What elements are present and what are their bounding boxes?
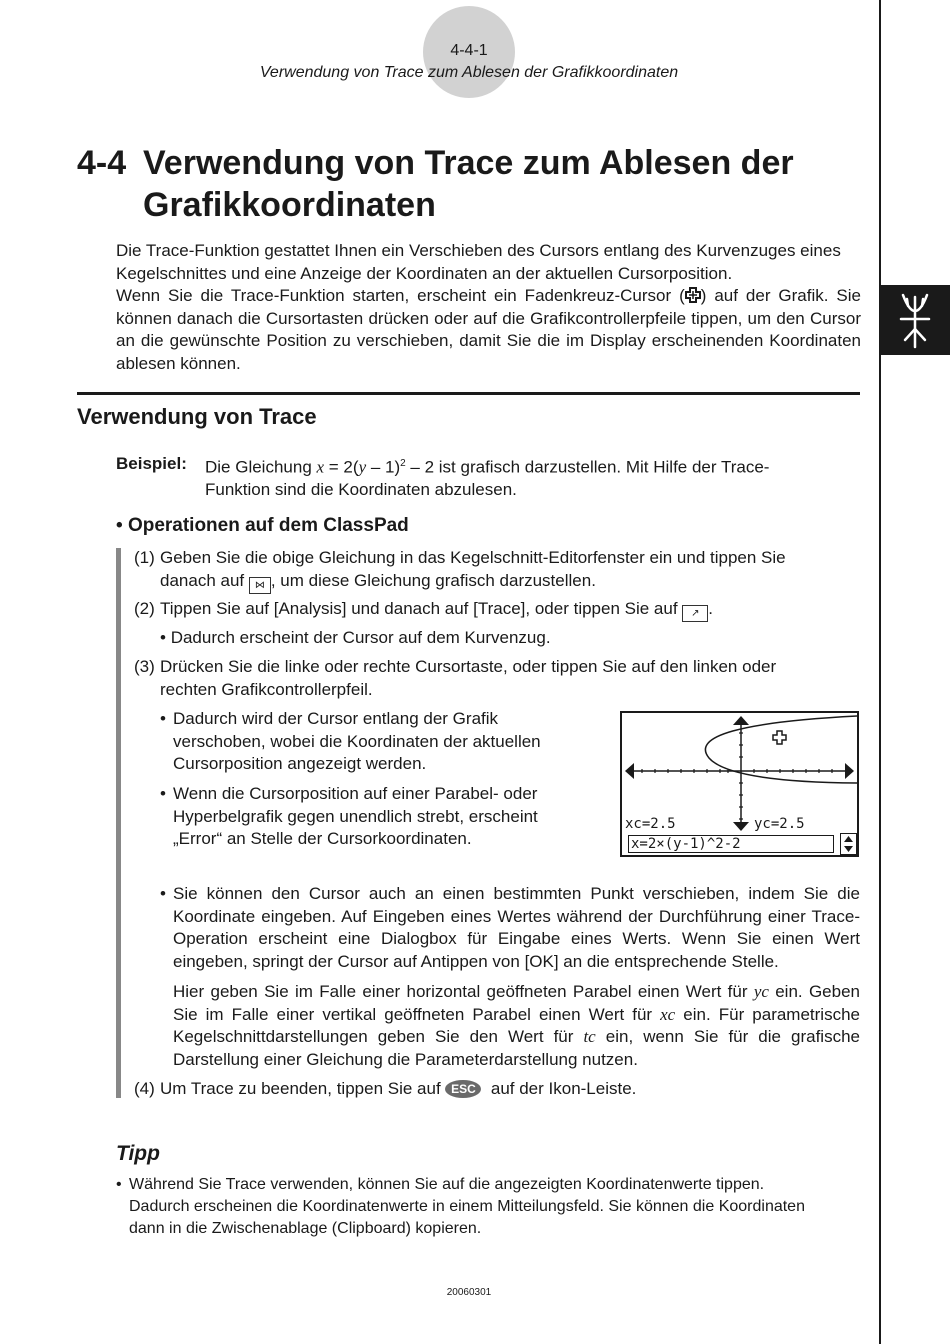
subsection-title: Verwendung von Trace [77,404,317,429]
step-3-paragraph: Hier geben Sie im Falle einer horizontal geöffneten Parabel einen Wert für yc ein. Geben Sie im Falle einer vertikal geöffneten Parabel einen Wert für xc ein. Für parametrische Kegelschnittdarstellungen geben Sie den Wert für tc ein, wenn Sie für die grafische Darstellung einer Gleichung die Parameterdarstellung nutzen. [173,982,860,1069]
footer-code: 20060301 [446,1287,492,1298]
step-3-bullet-3: Sie können den Cursor auch an einen bestimmten Punkt verschieben, indem Sie die Koordinate eingeben. Auf Eingeben eines Wertes während der Durchführung einer Trace-Operation erscheint eine Dialogbox für Eingabe eines Werts. Wenn Sie einen Wert eingeben, springt der Cursor auf Antippen von [OK] an die entsprechende Stelle. [173,884,860,971]
section-title-line1: Verwendung von Trace zum Ablesen der [143,144,794,182]
intro-text [116,240,861,375]
step-3-bullet-3-marker: • [160,884,166,903]
example-text: Die Gleichung x = 2(y – 1)$^2$ – 2 ist grafisch darzustellen. Mit Hilfe der Trace- Funktion sind die Koordinaten abzulesen. [205,457,770,500]
controller-left-arrow [625,763,634,779]
step-1-text: Geben Sie die obige Gleichung in das Kegelschnitt-Editorfenster ein und tippen Sie danach auf ⋈ , um diese Gleichung grafisch darzustellen. [160,547,860,594]
step-3-bullet-1-marker: • [160,709,166,728]
trace-icon: ↗ [682,605,708,622]
step-3-number: (3) [134,657,155,676]
section-title [77,142,794,184]
tip-bullet-marker: • [116,1176,122,1193]
esc-icon: ESC [445,1080,481,1098]
example-label: Beispiel: [116,454,187,473]
operations-title: • Operationen auf dem ClassPad [116,515,409,536]
running-title: Verwendung von Trace zum Ablesen der Grafikkoordinaten [259,64,679,81]
step-3-bullet-2: Wenn die Cursorposition auf einer Parabel- oder Hyperbelgrafik gegen unendlich strebt, erscheint „Error“ an Stelle der Cursorkoordinaten. [173,784,538,848]
section-number: 4-4 [77,144,127,182]
step-3-text: Drücken Sie die linke oder rechte Cursortaste, oder tippen Sie auf den linken oder rechten Grafikcontrollerpfeil. [160,657,777,699]
step-4-text: Um Trace zu beenden, tippen Sie auf ESC auf der Ikon-Leiste. [160,1079,637,1098]
tip-title: Tipp [116,1142,160,1165]
crosshair-cursor-icon [685,287,701,303]
intro-paragraph-1: Die Trace-Funktion gestattet Ihnen ein Verschieben des Cursors entlang des Kurvenzuges eines Kegelschnittes und eine Anzeige der Koordinaten an der aktuellen Cursorposition. [116,241,841,283]
tip-text: Während Sie Trace verwenden, können Sie auf die angezeigten Koordinatenwerte tippen. Dadurch erscheinen die Koordinatenwerte in einem Mitteilungsfeld. Sie können die Koordinaten dann in die Zwischenablage (Clipboard) kopieren. [129,1176,805,1237]
intro-paragraph-2: Wenn Sie die Trace-Funktion starten, erscheint ein Fadenkreuz-Cursor ( ) auf der Grafik. Sie können danach die Cursortasten drücken oder auf die Grafikcontrollerpfeile tippen, um den Cursor an die gewünschte Position zu verschieben, damit Sie die im Display erscheinenden Koordinaten ablesen können. [116,286,861,373]
controller-up-arrow [733,716,749,725]
step-4-number: (4) [134,1079,155,1098]
step-2-number: (2) [134,599,155,618]
step-3-bullet-2-marker: • [160,784,166,803]
draw-graph-icon: ⋈ [249,577,271,594]
step-2-text: Tippen Sie auf [Analysis] und danach auf [Trace], oder tippen Sie auf ↗ . [160,598,860,622]
margin-rule [879,0,881,1344]
step-2-bullet: • Dadurch erscheint der Cursor auf dem Kurvenzug. [160,628,551,647]
page-number: 4-4-1 [450,42,488,59]
trace-cursor [773,731,786,744]
controller-down-arrow [733,822,749,831]
graph-area [622,713,857,831]
step-3-bullet-1: Dadurch wird der Cursor entlang der Grafik verschoben, wobei die Koordinaten der aktuellen Cursorposition angezeigt werden. [173,709,541,773]
equation-input[interactable]: x=2×(y-1)^2-2 [628,835,834,853]
section-title-line2: Grafikkoordinaten [143,186,436,224]
section-rule [77,392,860,395]
equation-scroll-buttons[interactable] [840,833,857,855]
chapter-tab [881,285,950,355]
xc-readout[interactable]: xc=2.5 [625,816,676,832]
steps-sidebar [116,548,121,1098]
yc-readout[interactable]: yc=2.5 [754,816,805,832]
step-1-number: (1) [134,548,155,567]
controller-right-arrow [845,763,854,779]
conic-section-icon [881,285,950,355]
classpad-screen [620,711,859,857]
